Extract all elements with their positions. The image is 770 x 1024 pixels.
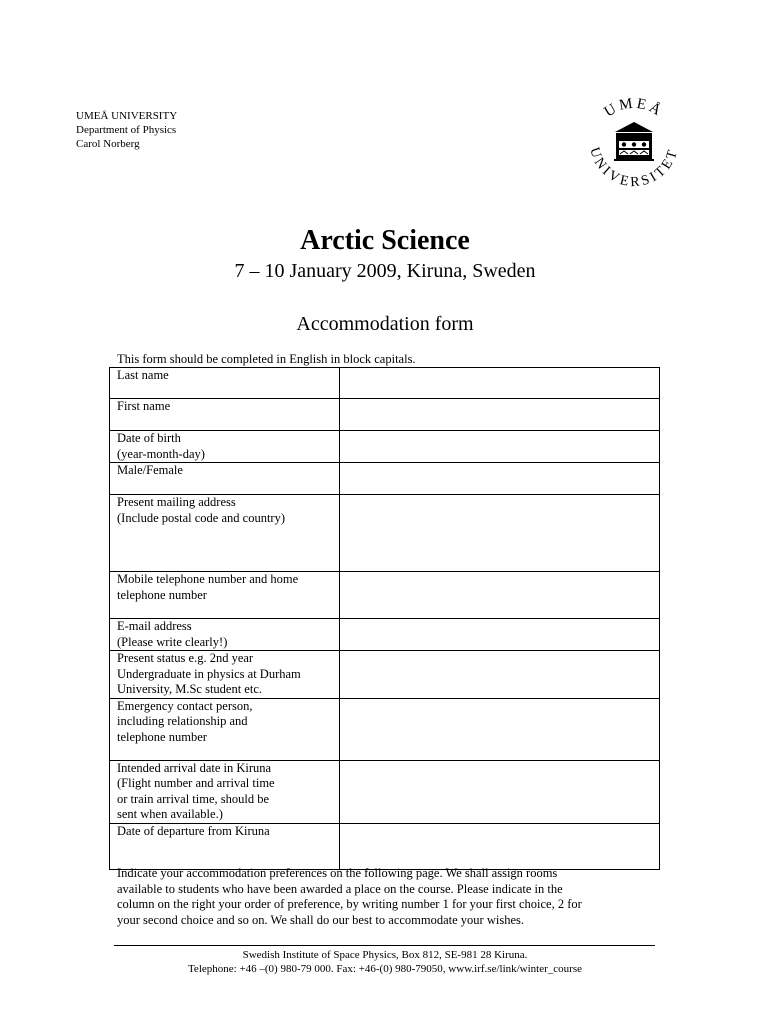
form-row: [110, 399, 660, 431]
footer: [0, 948, 770, 976]
field-value-input[interactable]: [339, 760, 659, 823]
field-value-input[interactable]: [339, 619, 659, 651]
field-value-input[interactable]: [339, 823, 659, 869]
contact-person: Carol Norberg: [76, 138, 140, 150]
form-title: Accommodation form: [296, 313, 474, 335]
form-row: [110, 431, 660, 463]
form-row: [110, 463, 660, 495]
field-label-line: telephone number: [117, 729, 207, 744]
seal-text-top: UMEÅ: [601, 96, 667, 121]
form-row: [110, 760, 660, 823]
field-value-input[interactable]: [339, 495, 659, 572]
field-value-input[interactable]: [339, 431, 659, 463]
field-label: [110, 651, 340, 699]
field-label-line: Present mailing address: [117, 495, 236, 509]
field-value-input[interactable]: [339, 698, 659, 760]
field-label: [110, 495, 340, 572]
field-label-line: First name: [117, 399, 171, 413]
university-seal-icon: [582, 96, 686, 200]
field-label: [110, 619, 340, 651]
sender-block: [76, 109, 177, 151]
field-label-line: Date of departure from Kiruna: [117, 823, 270, 838]
field-label: [110, 572, 340, 619]
notes-line: column on the right your order of preference, by writing number 1 for your first choice, 2 for: [117, 897, 582, 911]
field-label: [110, 463, 340, 495]
field-label: [110, 399, 340, 431]
footer-contact: Telephone: +46 –(0) 980-79 000. Fax: +46-(0) 980-79050, www.irf.se/link/winter_course: [187, 963, 582, 975]
seal-text-bottom: UNIVERSITET: [586, 145, 682, 191]
event-dates-location: 7 – 10 January 2009, Kiruna, Sweden: [234, 260, 536, 282]
field-label-line: including relationship and: [117, 714, 248, 728]
seal-building-icon: [614, 122, 654, 161]
field-label-line: Male/Female: [117, 463, 183, 477]
form-row: [110, 495, 660, 572]
footer-divider: [114, 945, 655, 946]
footer-address: Swedish Institute of Space Physics, Box 812, SE-981 28 Kiruna.: [242, 949, 528, 961]
field-label: [110, 760, 340, 823]
notes-line: Indicate your accommodation preferences on the following page. We shall assign rooms: [117, 866, 558, 880]
form-row: [110, 698, 660, 760]
field-label-line: sent when available.): [117, 807, 223, 821]
university-name: UMEÅ UNIVERSITY: [76, 110, 178, 122]
field-label-line: Intended arrival date in Kiruna: [117, 760, 272, 775]
field-label-line: Last name: [117, 368, 169, 382]
form-row: [110, 823, 660, 869]
field-label: [110, 698, 340, 760]
field-label-line: Date of birth: [117, 431, 181, 445]
accommodation-notes: [117, 866, 647, 928]
field-value-input[interactable]: [339, 368, 659, 399]
field-value-input[interactable]: [339, 463, 659, 495]
department-name: Department of Physics: [76, 124, 177, 136]
form-instructions: This form should be completed in English in block capitals.: [117, 352, 416, 366]
field-label-line: Mobile telephone number and home: [117, 572, 299, 586]
field-value-input[interactable]: [339, 651, 659, 699]
field-label-line: (Flight number and arrival time: [117, 776, 275, 790]
field-label-line: Present status e.g. 2nd year: [117, 651, 254, 665]
field-label-line: (year-month-day): [117, 446, 205, 461]
field-label-line: University, M.Sc student etc.: [117, 682, 263, 696]
svg-text:UMEÅ: [602, 96, 667, 120]
field-label: [110, 368, 340, 399]
form-row: [110, 368, 660, 399]
field-label-line: Emergency contact person,: [117, 698, 253, 713]
notes-line: your second choice and so on. We shall do our best to accommodate your wishes.: [117, 912, 525, 927]
field-label-line: (Please write clearly!): [117, 634, 228, 649]
field-value-input[interactable]: [339, 572, 659, 619]
accommodation-form-table: [109, 367, 660, 870]
field-label-line: telephone number: [117, 587, 207, 602]
field-label-line: Undergraduate in physics at Durham: [117, 666, 301, 681]
field-label: [110, 823, 340, 869]
field-label: [110, 431, 340, 463]
form-row: [110, 572, 660, 619]
field-value-input[interactable]: [339, 399, 659, 431]
page-title: Arctic Science: [300, 225, 470, 256]
form-row: [110, 651, 660, 699]
field-label-line: (Include postal code and country): [117, 510, 285, 525]
field-label-line: or train arrival time, should be: [117, 791, 270, 806]
notes-line: available to students who have been awarded a place on the course. Please indicate in the: [117, 881, 563, 896]
form-row: [110, 619, 660, 651]
field-label-line: E-mail address: [117, 619, 192, 633]
